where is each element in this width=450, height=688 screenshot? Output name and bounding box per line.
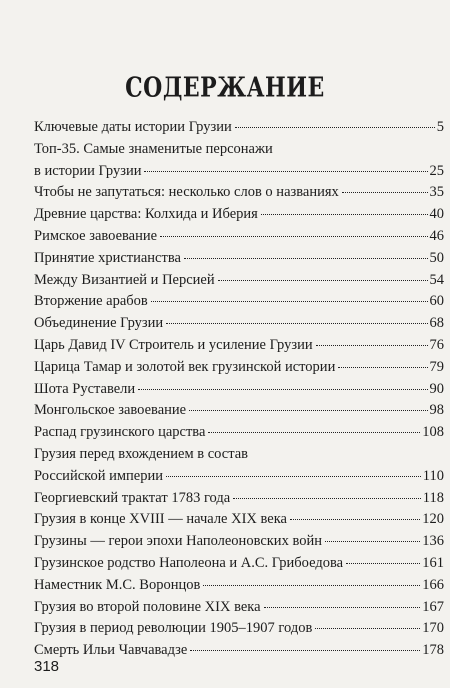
toc-entry-title: в истории Грузии [34, 162, 142, 179]
dot-leader [338, 367, 427, 368]
toc-entry [34, 204, 444, 226]
toc-entry-page: 166 [422, 576, 444, 593]
toc-entry-title: Шота Руставели [34, 380, 136, 397]
table-of-contents [34, 117, 444, 662]
toc-entry-page: 118 [422, 489, 444, 506]
toc-entry-page: 136 [422, 533, 444, 550]
toc-entry [34, 618, 444, 640]
dot-leader [189, 410, 427, 411]
toc-entry [34, 509, 444, 531]
toc-entry-page: 98 [429, 402, 444, 419]
page-title: СОДЕРЖАНИЕ [125, 72, 325, 104]
toc-entry [34, 357, 444, 379]
toc-entry-title: Распад грузинского царства [34, 424, 206, 441]
toc-entry-title: Топ-35. Самые знаменитые персонажи [34, 140, 273, 157]
dot-leader [138, 389, 427, 390]
toc-entry-page: 76 [429, 336, 444, 353]
dot-leader [190, 650, 420, 651]
toc-entry-page: 25 [429, 162, 444, 179]
toc-entry [34, 313, 444, 335]
dot-leader [218, 280, 428, 281]
toc-entry-page: 90 [429, 380, 444, 397]
toc-entry-title: Грузия перед вхождением в состав [34, 445, 249, 462]
toc-entry [34, 379, 444, 401]
toc-entry-page: 46 [429, 227, 444, 244]
toc-entry-title: Грузия в конце XVIII — начале XIX века [34, 511, 287, 528]
dot-leader [184, 258, 428, 259]
toc-entry-title: Грузинское родство Наполеона и А.С. Грибоедова [34, 554, 344, 571]
dot-leader [290, 519, 420, 520]
toc-entry-title: Монгольское завоевание [34, 402, 187, 419]
dot-leader [325, 541, 420, 542]
toc-entry [34, 400, 444, 422]
toc-entry-title: Объединение Грузии [34, 315, 164, 332]
toc-entry [34, 444, 444, 488]
toc-entry [34, 575, 444, 597]
dot-leader [151, 301, 428, 302]
dot-leader [166, 323, 427, 324]
dot-leader [261, 214, 428, 215]
toc-entry-title: Римское завоевание [34, 227, 158, 244]
toc-entry-title: Царица Тамар и золотой век грузинской истории [34, 358, 336, 375]
toc-entry-title: Принятие христианства [34, 249, 181, 266]
toc-entry-page: 60 [429, 293, 444, 310]
toc-entry-title: Древние царства: Колхида и Иберия [34, 206, 258, 223]
toc-entry [34, 139, 444, 183]
toc-entry-page: 110 [422, 467, 444, 484]
toc-entry [34, 117, 444, 139]
toc-entry [34, 422, 444, 444]
toc-entry [34, 640, 444, 662]
toc-entry [34, 291, 444, 313]
toc-entry-title: Наместник М.С. Воронцов [34, 576, 201, 593]
toc-entry-title: Между Византией и Персией [34, 271, 215, 288]
toc-entry-title: Вторжение арабов [34, 293, 148, 310]
toc-entry-page: 35 [429, 184, 444, 201]
toc-entry [34, 226, 444, 248]
dot-leader [316, 345, 428, 346]
toc-entry-page: 170 [422, 620, 444, 637]
toc-entry-page: 40 [429, 206, 444, 223]
dot-leader [315, 628, 420, 629]
toc-entry [34, 182, 444, 204]
toc-entry-page: 108 [422, 424, 444, 441]
toc-entry-page: 167 [422, 598, 444, 615]
toc-entry-page: 54 [429, 271, 444, 288]
toc-entry-title: Грузины — герои эпохи Наполеоновских войн [34, 533, 322, 550]
dot-leader [144, 171, 427, 172]
toc-entry-title: Грузия во второй половине XIX века [34, 598, 261, 615]
dot-leader [346, 563, 420, 564]
dot-leader [235, 127, 435, 128]
dot-leader [166, 476, 421, 477]
toc-entry-title: Царь Давид IV Строитель и усиление Грузии [34, 336, 313, 353]
toc-entry-title: Георгиевский трактат 1783 года [34, 489, 231, 506]
page-number: 318 [34, 658, 60, 675]
toc-entry-title: Чтобы не запутаться: несколько слов о названиях [34, 184, 339, 201]
toc-entry [34, 270, 444, 292]
toc-entry-page: 5 [436, 119, 444, 135]
toc-entry-title: Смерть Ильи Чавчавадзе [34, 642, 188, 659]
toc-entry [34, 335, 444, 357]
toc-entry [34, 531, 444, 553]
toc-entry-page: 178 [422, 642, 444, 659]
dot-leader [264, 607, 421, 608]
toc-entry-page: 68 [429, 315, 444, 332]
toc-entry [34, 488, 444, 510]
toc-entry-page: 79 [429, 358, 444, 375]
toc-entry-title: Ключевые даты истории Грузии [34, 119, 232, 135]
toc-entry [34, 597, 444, 619]
toc-entry-title: Грузия в период революции 1905–1907 годов [34, 620, 313, 637]
toc-entry-page: 120 [422, 511, 444, 528]
toc-entry [34, 248, 444, 270]
dot-leader [233, 498, 421, 499]
dot-leader [208, 432, 420, 433]
toc-entry-page: 161 [422, 554, 444, 571]
toc-entry-page: 50 [429, 249, 444, 266]
dot-leader [203, 585, 420, 586]
dot-leader [160, 236, 427, 237]
toc-entry-title: Российской империи [34, 467, 163, 484]
dot-leader [342, 192, 428, 193]
toc-entry [34, 553, 444, 575]
